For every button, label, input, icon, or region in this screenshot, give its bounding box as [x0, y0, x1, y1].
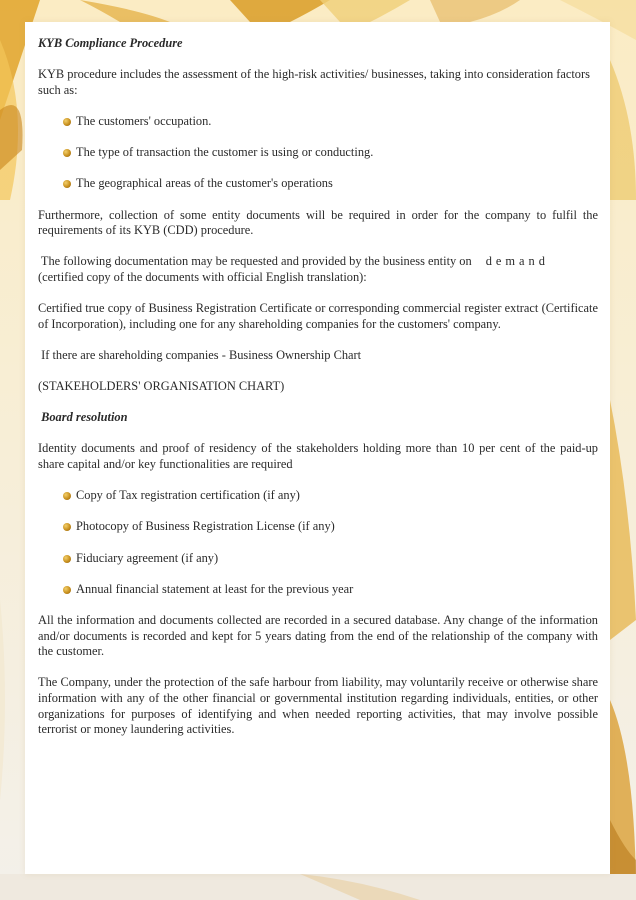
bullet-icon	[63, 586, 71, 594]
safe-harbour-paragraph: The Company, under the protection of the safe harbour from liability, may voluntarily receive or otherwise share information with any of the other financial or governmental institution regarding individuals, entities, or other organizations for purposes of identifying and when needed reporting activities, that may involve possible terrorist or money laundering activities.	[38, 675, 598, 737]
bullet-icon	[63, 149, 71, 157]
records-paragraph: All the information and documents collected are recorded in a secured database. Any change of the information and/or documents is recorded and kept for 5 years dating from the end of the relationship of the company with the customer.	[38, 612, 598, 659]
bullet-icon	[63, 492, 71, 500]
following-paragraph: The following documentation may be requested and provided by the business entity on demand (certified copy of the documents with official English translation):	[38, 254, 549, 284]
identity-paragraph: Identity documents and proof of residency of the stakeholders holding more than 10 per cent of the paid-up share capital and/or key functionalities are required	[38, 441, 598, 472]
list-item: Photocopy of Business Registration License (if any)	[38, 519, 598, 535]
page-title: KYB Compliance Procedure	[38, 36, 183, 50]
list-item: Annual financial statement at least for the previous year	[38, 582, 598, 598]
shareholding-paragraph: If there are shareholding companies - Business Ownership Chart	[38, 347, 362, 362]
bullet-icon	[63, 555, 71, 563]
stakeholders-chart-paragraph: (STAKEHOLDERS' ORGANISATION CHART)	[38, 379, 285, 394]
list-item: Fiduciary agreement (if any)	[38, 551, 598, 567]
certified-paragraph: Certified true copy of Business Registration Certificate or corresponding commercial register extract (Certificate of Incorporation), including one for any shareholding companies for the customers' company.	[38, 301, 598, 331]
board-resolution-heading: Board resolution	[38, 410, 128, 425]
list-item: The geographical areas of the customer's operations	[38, 176, 598, 192]
document-page	[25, 22, 610, 874]
bullet-icon	[63, 118, 71, 126]
list-item: Copy of Tax registration certification (if any)	[38, 488, 598, 504]
intro-paragraph: KYB procedure includes the assessment of the high-risk activities/ businesses, taking into consideration factors such as:	[38, 67, 590, 97]
factors-list	[38, 114, 598, 192]
list-item: The type of transaction the customer is using or conducting.	[38, 145, 598, 161]
bullet-icon	[63, 180, 71, 188]
document-body	[38, 36, 598, 738]
documents-list	[38, 488, 598, 597]
bullet-icon	[63, 523, 71, 531]
furthermore-paragraph: Furthermore, collection of some entity documents will be required in order for the company to fulfil the requirements of its KYB (CDD) procedure.	[38, 207, 598, 238]
list-item: The customers' occupation.	[38, 114, 598, 130]
